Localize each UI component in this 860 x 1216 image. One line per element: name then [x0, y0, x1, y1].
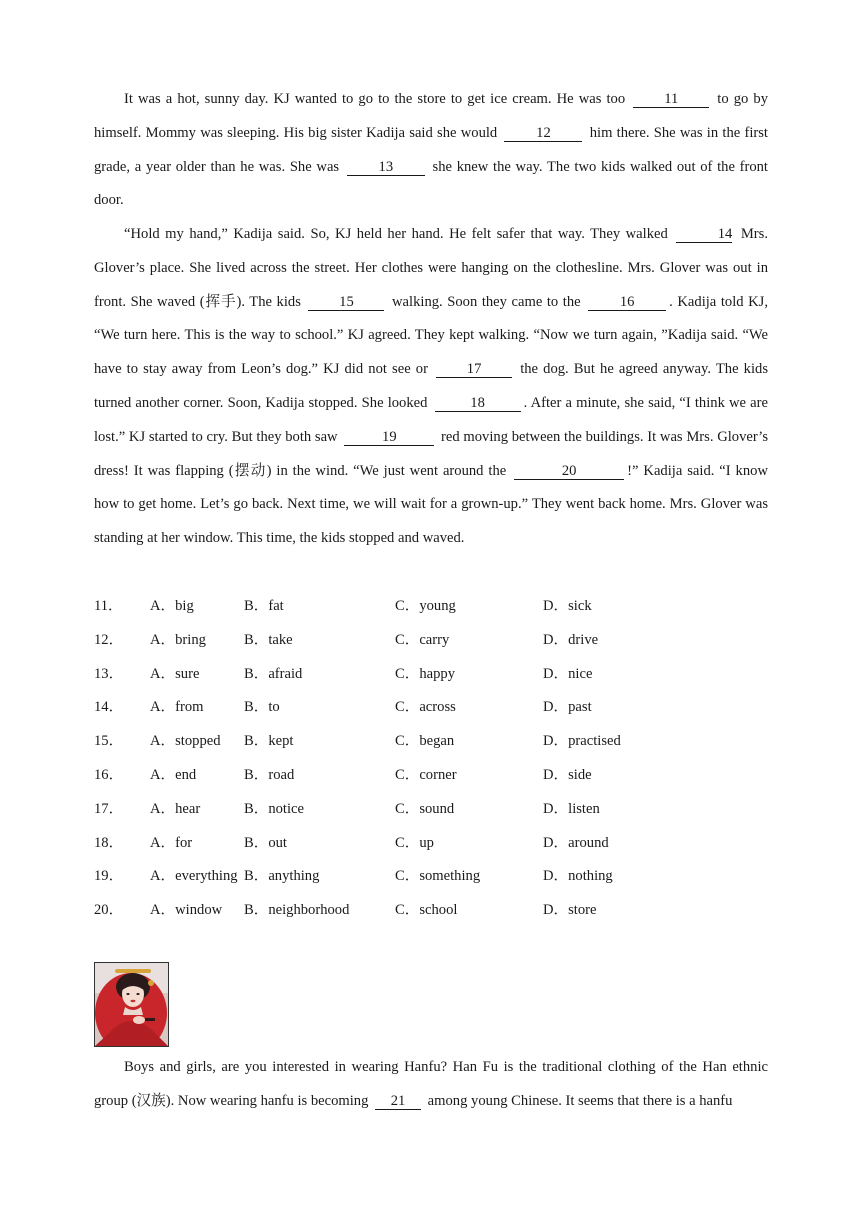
question-row [94, 725, 774, 759]
passage-text: she knew the way. The two kids walked out of the front door. [94, 158, 768, 209]
question-row [94, 793, 774, 827]
question-number: 19． [94, 868, 124, 885]
question-row [94, 590, 774, 624]
passage-text: him there. She was in the first grade, a year older than he was. She was [94, 124, 768, 175]
passage1-paragraph2 [94, 218, 768, 556]
option-c: C．school [395, 902, 458, 919]
passage-text: among young Chinese. It seems that there is a hanfu [424, 1092, 733, 1109]
option-b: B．out [244, 834, 287, 851]
option-a: A．window [150, 902, 223, 919]
option-a: A．bring [150, 631, 206, 648]
passage-text: Mrs. Glover’s place. She lived across the street. Her clothes were hanging on the clothesline. Mrs. Glover was out in front. She waved (挥手). The kids [94, 226, 768, 310]
question-number: 16． [94, 766, 124, 783]
option-c: C．corner [395, 766, 457, 783]
option-b: B．fat [244, 598, 284, 614]
option-a: A．hear [150, 800, 201, 817]
question-number: 11． [94, 598, 123, 614]
question-row [94, 691, 774, 725]
option-a: A．from [150, 699, 204, 716]
question-row [94, 894, 774, 928]
question-row [94, 624, 774, 658]
blank-11: 11 [633, 92, 709, 108]
option-c: C．carry [395, 631, 450, 648]
option-c: C．sound [395, 800, 455, 817]
option-d: D．listen [543, 800, 600, 817]
option-a: A．for [150, 834, 193, 851]
option-a: A．sure [150, 665, 200, 682]
option-b: B．road [244, 766, 295, 783]
option-b: B．notice [244, 800, 304, 817]
question-row [94, 827, 774, 861]
blank-17: 17 [436, 362, 512, 378]
blank-13: 13 [347, 160, 425, 176]
passage-text: “Hold my hand,” Kadija said. So, KJ held her hand. He felt safer that way. They walked [124, 226, 674, 242]
option-d: D．nice [543, 665, 593, 682]
passage-text: to go by himself. Mommy was sleeping. His big sister Kadija said she would [94, 91, 768, 141]
hanfu-girl-illustration [95, 963, 168, 1046]
passage-text: the dog. But he agreed anyway. The kids turned another corner. Soon, Kadija stopped. She looked [94, 361, 769, 411]
question-number: 17． [94, 800, 124, 817]
option-d: D．sick [543, 598, 592, 614]
option-a: A．everything [150, 868, 238, 885]
option-d: D．practised [543, 733, 621, 750]
option-a: A．stopped [150, 733, 221, 750]
question-number: 18． [94, 834, 124, 851]
passage-text: red moving between the buildings. It was Mrs. Glover’s dress! It was flapping (摆动) in the wind. “We just went around the [94, 428, 768, 479]
blank-14: 14 [676, 227, 732, 243]
blank-19: 19 [344, 430, 434, 446]
passage-text: Boys and girls, are you interested in wearing Hanfu? Han Fu is the traditional clothing of the Han ethnic group (汉族). Now wearing hanfu is becoming [94, 1059, 768, 1109]
blank-15: 15 [308, 295, 384, 311]
blank-12: 12 [504, 126, 582, 142]
hanfu-girl-photo [94, 962, 169, 1047]
question-number: 12． [94, 631, 124, 648]
option-c: C．happy [395, 665, 455, 682]
option-b: B．anything [244, 868, 320, 885]
option-c: C．up [395, 834, 434, 851]
passage-text: . Kadija told KJ, “We turn here. This is the way to school.” KJ agreed. They kept walking. “Now we turn again, ”Kadija said. “We have to stay away from Leon’s dog.” KJ did not see or [94, 293, 768, 378]
option-d: D．around [543, 834, 609, 851]
option-b: B．afraid [244, 665, 303, 682]
question-number: 15． [94, 733, 124, 750]
question-row [94, 860, 774, 894]
option-d: D．store [543, 902, 597, 919]
option-a: A．big [150, 598, 194, 614]
option-d: D．drive [543, 631, 599, 648]
option-b: B．neighborhood [244, 902, 350, 919]
option-b: B．take [244, 631, 293, 648]
question-number: 13． [94, 665, 124, 682]
option-b: B．kept [244, 733, 294, 750]
passage2-paragraph1 [94, 1051, 768, 1119]
option-b: B．to [244, 699, 280, 716]
blank-20: 20 [514, 464, 624, 480]
blank-18: 18 [435, 396, 521, 412]
option-d: D．side [543, 766, 592, 783]
option-d: D．past [543, 699, 592, 716]
passage-text: . After a minute, she said, “I think we are lost.” KJ started to cry. But they both saw [94, 394, 769, 445]
question-number: 20． [94, 902, 124, 919]
blank-21: 21 [375, 1094, 421, 1110]
question-number: 14． [94, 699, 124, 716]
question-row [94, 658, 774, 692]
option-c: C．across [395, 699, 456, 716]
option-c: C．began [395, 733, 455, 750]
answer-options [94, 590, 774, 928]
option-a: A．end [150, 766, 197, 783]
option-c: C．something [395, 868, 481, 885]
option-c: C．young [395, 598, 456, 614]
passage1-paragraph1 [94, 83, 768, 218]
passage-text: It was a hot, sunny day. KJ wanted to go to the store to get ice cream. He was too [124, 91, 631, 107]
blank-16: 16 [588, 295, 666, 311]
question-row [94, 759, 774, 793]
passage-text: walking. Soon they came to the [387, 293, 586, 310]
option-d: D．nothing [543, 868, 613, 885]
passage-text: !” Kadija said. “I know how to get home. Let’s go back. Next time, we will wait for a grown-up.” They went back home. Mrs. Glover was standing at her window. This time, the kids stopped and waved. [94, 462, 768, 547]
